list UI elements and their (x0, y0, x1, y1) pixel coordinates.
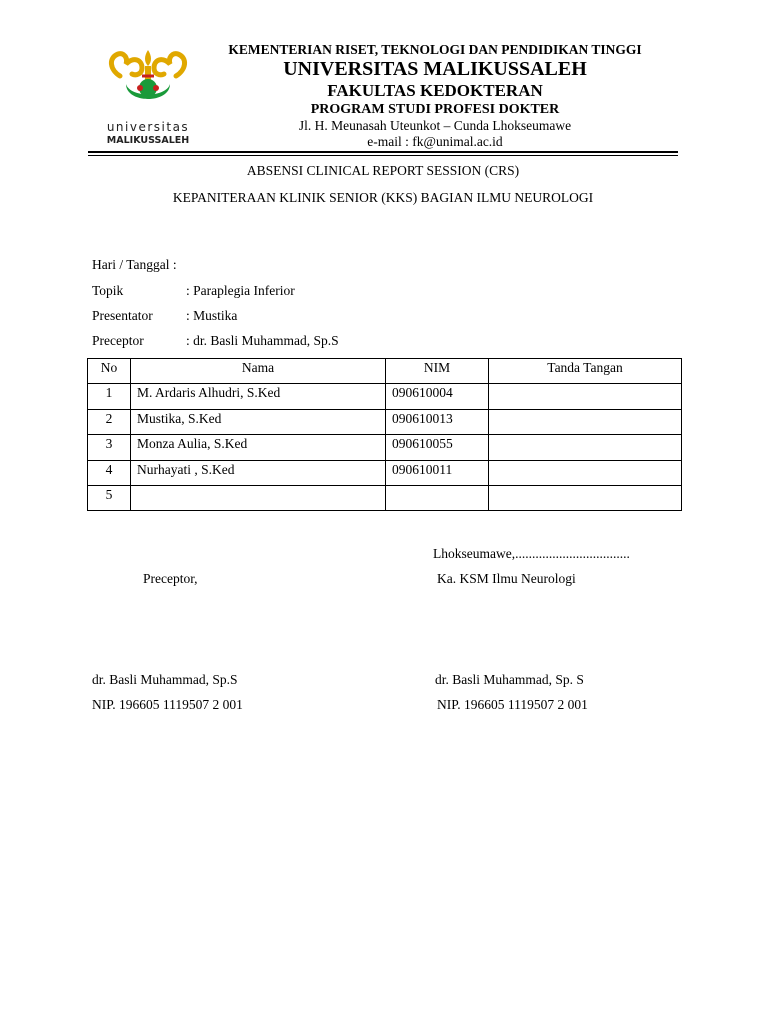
attendance-table (87, 358, 682, 511)
cell-nama: Monza Aulia, S.Ked (131, 435, 386, 460)
left-signatory-role: Preceptor, (143, 571, 198, 586)
topic-label: Topik (92, 283, 124, 298)
ministry-name: KEMENTERIAN RISET, TEKNOLOGI DAN PENDIDIKAN TINGGI (228, 42, 642, 57)
table-row (88, 485, 682, 510)
cell-signature (489, 460, 682, 485)
date-label: Hari / Tanggal : (92, 257, 177, 272)
email: e-mail : fk@unimal.ac.id (367, 134, 503, 149)
header-tanda-tangan: Tanda Tangan (489, 359, 682, 384)
header-nim: NIM (386, 359, 489, 384)
right-signatory-nip: NIP. 196605 1119507 2 001 (437, 697, 588, 712)
cell-nim (386, 485, 489, 510)
cell-signature (489, 485, 682, 510)
faculty-name: FAKULTAS KEDOKTERAN (327, 81, 543, 100)
cell-no: 3 (88, 435, 131, 460)
logo-text-bottom: MALIKUSSALEH (106, 135, 190, 146)
document-title: ABSENSI CLINICAL REPORT SESSION (CRS) (246, 163, 520, 178)
address: Jl. H. Meunasah Uteunkot – Cunda Lhokseumawe (298, 118, 572, 133)
cell-nim: 090610004 (386, 384, 489, 409)
left-signatory-nip: NIP. 196605 1119507 2 001 (92, 697, 243, 712)
place-date: Lhokseumawe,.................................. (433, 546, 630, 561)
cell-no: 1 (88, 384, 131, 409)
letterhead-rule-thin (88, 155, 678, 156)
cell-nim: 090610055 (386, 435, 489, 460)
cell-nama (131, 485, 386, 510)
cell-no: 5 (88, 485, 131, 510)
cell-nim: 090610013 (386, 409, 489, 434)
cell-no: 4 (88, 460, 131, 485)
cell-signature (489, 435, 682, 460)
cell-nama: M. Ardaris Alhudri, S.Ked (131, 384, 386, 409)
table-row (88, 409, 682, 434)
letterhead-rule-thick (88, 151, 678, 153)
cell-nim: 090610011 (386, 460, 489, 485)
cell-signature (489, 409, 682, 434)
table-row (88, 435, 682, 460)
table-header-row (88, 359, 682, 384)
university-logo (100, 46, 196, 150)
document-subtitle: KEPANITERAAN KLINIK SENIOR (KKS) BAGIAN ILMU NEUROLOGI (172, 190, 594, 205)
university-emblem-icon (100, 46, 196, 120)
presenter-value: : Mustika (186, 308, 238, 323)
cell-nama: Nurhayati , S.Ked (131, 460, 386, 485)
header-no: No (88, 359, 131, 384)
table-row (88, 384, 682, 409)
left-signatory-name: dr. Basli Muhammad, Sp.S (92, 672, 238, 687)
cell-nama: Mustika, S.Ked (131, 409, 386, 434)
topic-value: : Paraplegia Inferior (186, 283, 295, 298)
cell-signature (489, 384, 682, 409)
university-name: UNIVERSITAS MALIKUSSALEH (283, 58, 587, 80)
right-signatory-role: Ka. KSM Ilmu Neurologi (437, 571, 576, 586)
preceptor-value: : dr. Basli Muhammad, Sp.S (186, 333, 339, 348)
table-row (88, 460, 682, 485)
cell-no: 2 (88, 409, 131, 434)
logo-text-top: universitas (106, 120, 190, 134)
presenter-label: Presentator (92, 308, 153, 323)
program-name: PROGRAM STUDI PROFESI DOKTER (310, 102, 560, 117)
preceptor-label: Preceptor (92, 333, 144, 348)
header-nama: Nama (131, 359, 386, 384)
right-signatory-name: dr. Basli Muhammad, Sp. S (435, 672, 584, 687)
